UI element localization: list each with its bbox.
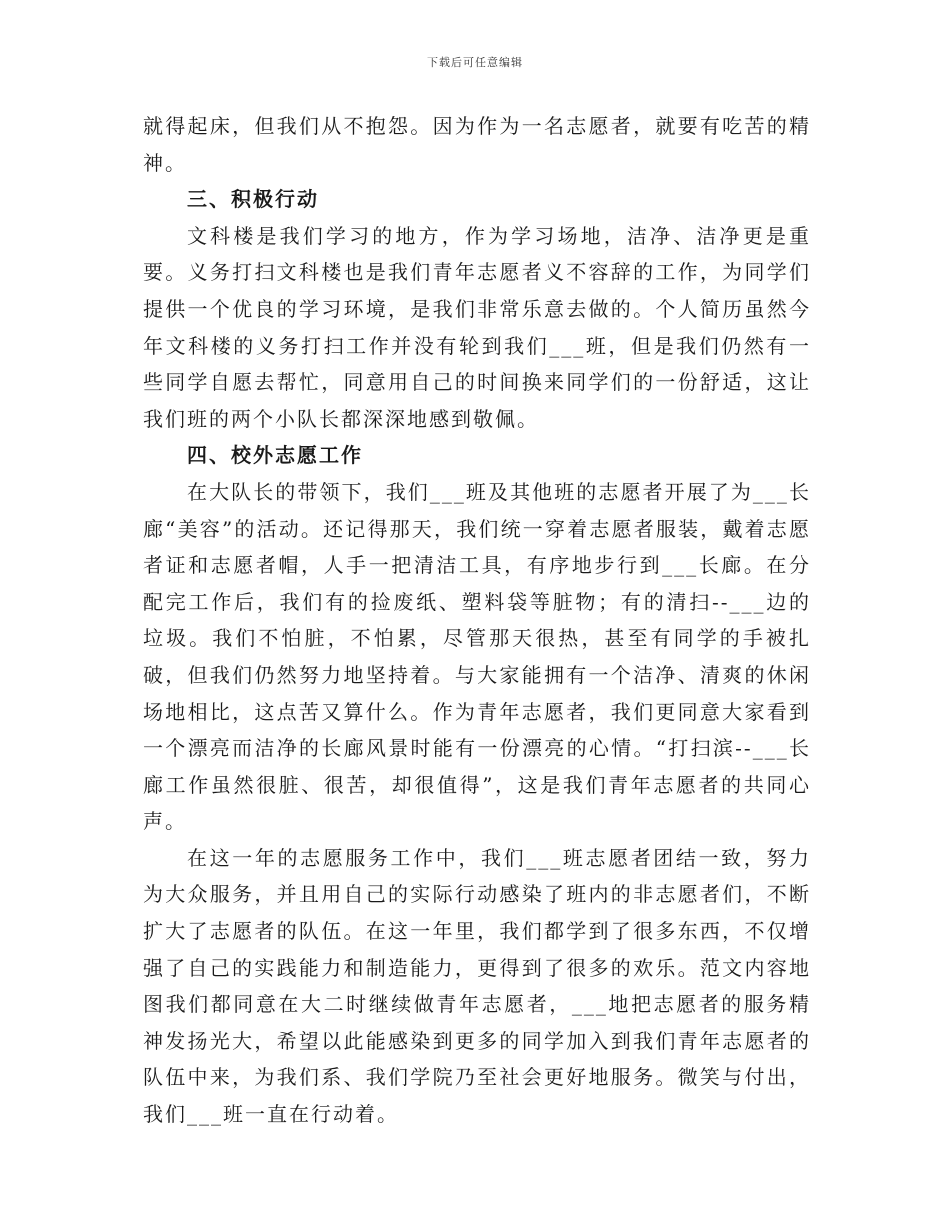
section-heading-3: 三、积极行动 [187,187,319,212]
paragraph-outside-work: 在大队长的带领下，我们___班及其他班的志愿者开展了为___长廊“美容”的活动。还记得那天，我们统一穿着志愿者服装，戴着志愿者证和志愿者帽，人手一把清洁工具，有序地步行到___长廊。在分配完工作后，我们有的捡废纸、塑料袋等脏物；有的清扫--___边的垃圾。我们不怕脏，不怕累，尽管那天很热，甚至有同学的手被扎破，但我们仍然努力地坚持着。与大家能拥有一个洁净、清爽的休闲场地相比，这点苦又算什么。作为青年志愿者，我们更同意大家看到一个漂亮而洁净的长廊风景时能有一份漂亮的心情。“打扫滨--___长廊工作虽然很脏、很苦，却很值得”，这是我们青年志愿者的共同心声。 [143,479,811,834]
paragraph-active-action: 文科楼是我们学习的地方，作为学习场地，洁净、洁净更是重要。义务打扫文科楼也是我们青年志愿者义不容辞的工作，为同学们提供一个优良的学习环境，是我们非常乐意去做的。个人简历虽然今年文科楼的义务打扫工作并没有轮到我们___班，但是我们仍然有一些同学自愿去帮忙，同意用自己的时间换来同学们的一份舒适，这让我们班的两个小队长都深深地感到敬佩。 [143,223,811,431]
paragraph-summary: 在这一年的志愿服务工作中，我们___班志愿者团结一致，努力为大众服务，并且用自己的实际行动感染了班内的非志愿者们，不断扩大了志愿者的队伍。在这一年里，我们都学到了很多东西，不仅增强了自己的实践能力和制造能力，更得到了很多的欢乐。范文内容地图我们都同意在大二时继续做青年志愿者，___地把志愿者的服务精神发扬光大，希望以此能感染到更多的同学加入到我们青年志愿者的队伍中来，为我们系、我们学院乃至社会更好地服务。微笑与付出，我们___班一直在行动着。 [143,845,811,1127]
document-body [143,108,811,1133]
page-header-note: 下载后可任意编辑 [427,56,523,69]
paragraph-continued: 就得起床，但我们从不抱怨。因为作为一名志愿者，就要有吃苦的精神。 [143,114,811,175]
section-heading-4: 四、校外志愿工作 [187,443,363,468]
